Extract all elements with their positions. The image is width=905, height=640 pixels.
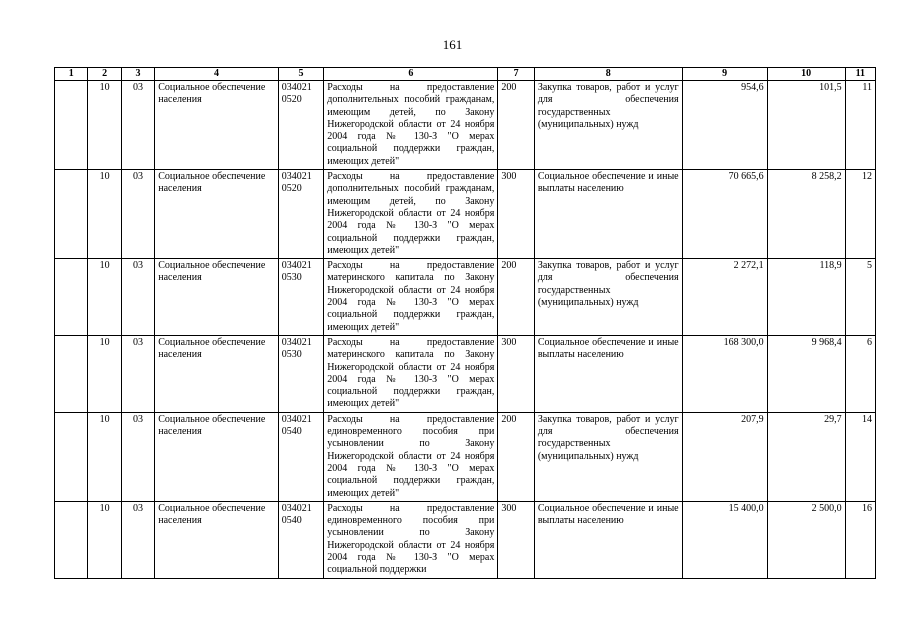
target-article-code-part1: 034021 [281, 413, 312, 425]
target-article-code [278, 81, 324, 170]
header-cell-5: 5 [278, 68, 324, 81]
expense-description: Расходы на предоставление материнского капитала по Закону Нижегородской области от 24 ноября 2004 года № 130-З "О мерах социальной поддержки граждан, имеющих детей" [324, 335, 498, 412]
table-row [55, 81, 876, 170]
amount-col-9: 15 400,0 [682, 501, 767, 578]
target-article-code-part1: 034021 [281, 502, 312, 514]
table-row [55, 170, 876, 259]
amount-col-10: 101,5 [767, 81, 845, 170]
target-article-code-part2: 0540 [281, 515, 302, 527]
amount-col-9: 168 300,0 [682, 335, 767, 412]
amount-col-11: 11 [845, 81, 875, 170]
amount-col-9: 70 665,6 [682, 170, 767, 259]
target-article-code-part1: 034021 [281, 260, 312, 272]
target-article-code-part2: 0520 [281, 183, 302, 195]
section-name: Социальное обеспечение населения [155, 259, 279, 336]
header-cell-8: 8 [534, 68, 682, 81]
target-article-code-part1: 034021 [281, 82, 312, 93]
section-code: 10 [88, 501, 121, 578]
header-row [55, 68, 876, 81]
row-col-1 [55, 259, 88, 336]
expense-description: Расходы на предоставление материнского капитала по Закону Нижегородской области от 24 ноября 2004 года № 130-З "О мерах социальной поддержки граждан, имеющих детей" [324, 259, 498, 336]
expense-type-code: 300 [498, 335, 534, 412]
section-code: 10 [88, 259, 121, 336]
expense-description: Расходы на предоставление единовременного пособия при усыновлении по Закону Нижегородской области от 24 ноября 2004 года № 130-З "О мерах социальной поддержки граждан, имеющих детей" [324, 412, 498, 501]
target-article-code-part2: 0540 [281, 426, 302, 438]
amount-col-11: 12 [845, 170, 875, 259]
subsection-code: 03 [121, 259, 154, 336]
amount-col-10: 9 968,4 [767, 335, 845, 412]
subsection-code: 03 [121, 412, 154, 501]
target-article-code-part1: 034021 [281, 336, 312, 348]
amount-col-9: 2 272,1 [682, 259, 767, 336]
section-code: 10 [88, 412, 121, 501]
expense-type-code: 200 [498, 259, 534, 336]
section-name: Социальное обеспечение населения [155, 81, 279, 170]
amount-col-10: 29,7 [767, 412, 845, 501]
target-article-code [278, 412, 324, 501]
section-code: 10 [88, 81, 121, 170]
section-name: Социальное обеспечение населения [155, 501, 279, 578]
row-col-1 [55, 170, 88, 259]
expense-type-code: 200 [498, 412, 534, 501]
target-article-code [278, 501, 324, 578]
expense-description: Расходы на предоставление дополнительных пособий гражданам, имеющим детей, по Закону Нижегородской области от 24 ноября 2004 года № 130-З "О мерах социальной поддержки граждан, имеющих детей" [324, 170, 498, 259]
target-article-code-part2: 0530 [281, 349, 302, 361]
amount-col-11: 14 [845, 412, 875, 501]
target-article-code [278, 259, 324, 336]
section-code: 10 [88, 170, 121, 259]
header-cell-7: 7 [498, 68, 534, 81]
target-article-code-part2: 0520 [281, 94, 302, 106]
expense-type-name: Закупка товаров, работ и услуг для обеспечения государственных (муниципальных) нужд [534, 259, 682, 336]
expense-type-code: 300 [498, 170, 534, 259]
header-cell-9: 9 [682, 68, 767, 81]
target-article-code [278, 335, 324, 412]
amount-col-11: 16 [845, 501, 875, 578]
header-cell-1: 1 [55, 68, 88, 81]
amount-col-11: 5 [845, 259, 875, 336]
target-article-code [278, 170, 324, 259]
expense-description: Расходы на предоставление единовременного пособия при усыновлении по Закону Нижегородской области от 24 ноября 2004 года № 130-З "О мерах социальной поддержки [324, 501, 498, 578]
section-name: Социальное обеспечение населения [155, 170, 279, 259]
subsection-code: 03 [121, 81, 154, 170]
section-name: Социальное обеспечение населения [155, 412, 279, 501]
row-col-1 [55, 412, 88, 501]
target-article-code-part1: 034021 [281, 171, 312, 183]
page-number: 161 [442, 37, 463, 52]
header-cell-11: 11 [845, 68, 875, 81]
amount-col-10: 118,9 [767, 259, 845, 336]
target-article-code-part2: 0530 [281, 272, 302, 284]
subsection-code: 03 [121, 170, 154, 259]
expense-type-name: Закупка товаров, работ и услуг для обеспечения государственных (муниципальных) нужд [534, 412, 682, 501]
expense-type-name: Социальное обеспечение и иные выплаты населению [534, 335, 682, 412]
header-cell-10: 10 [767, 68, 845, 81]
section-code: 10 [88, 335, 121, 412]
amount-col-10: 8 258,2 [767, 170, 845, 259]
expense-type-name: Социальное обеспечение и иные выплаты населению [534, 170, 682, 259]
subsection-code: 03 [121, 335, 154, 412]
expense-type-name: Закупка товаров, работ и услуг для обеспечения государственных (муниципальных) нужд [534, 81, 682, 170]
amount-col-10: 2 500,0 [767, 501, 845, 578]
header-cell-6: 6 [324, 68, 498, 81]
row-col-1 [55, 81, 88, 170]
row-col-1 [55, 335, 88, 412]
expense-description: Расходы на предоставление дополнительных пособий гражданам, имеющим детей, по Закону Нижегородской области от 24 ноября 2004 года № 130-З "О мерах социальной поддержки граждан, имеющих детей" [324, 81, 498, 170]
amount-col-9: 954,6 [682, 81, 767, 170]
expense-type-code: 200 [498, 81, 534, 170]
amount-col-9: 207,9 [682, 412, 767, 501]
header-cell-4: 4 [155, 68, 279, 81]
section-name: Социальное обеспечение населения [155, 335, 279, 412]
expense-type-name: Социальное обеспечение и иные выплаты населению [534, 501, 682, 578]
table-row [55, 259, 876, 336]
table-row [55, 412, 876, 501]
table-row [55, 501, 876, 578]
header-cell-2: 2 [88, 68, 121, 81]
header-cell-3: 3 [121, 68, 154, 81]
row-col-1 [55, 501, 88, 578]
table-row [55, 335, 876, 412]
budget-table [54, 67, 876, 579]
subsection-code: 03 [121, 501, 154, 578]
expense-type-code: 300 [498, 501, 534, 578]
amount-col-11: 6 [845, 335, 875, 412]
